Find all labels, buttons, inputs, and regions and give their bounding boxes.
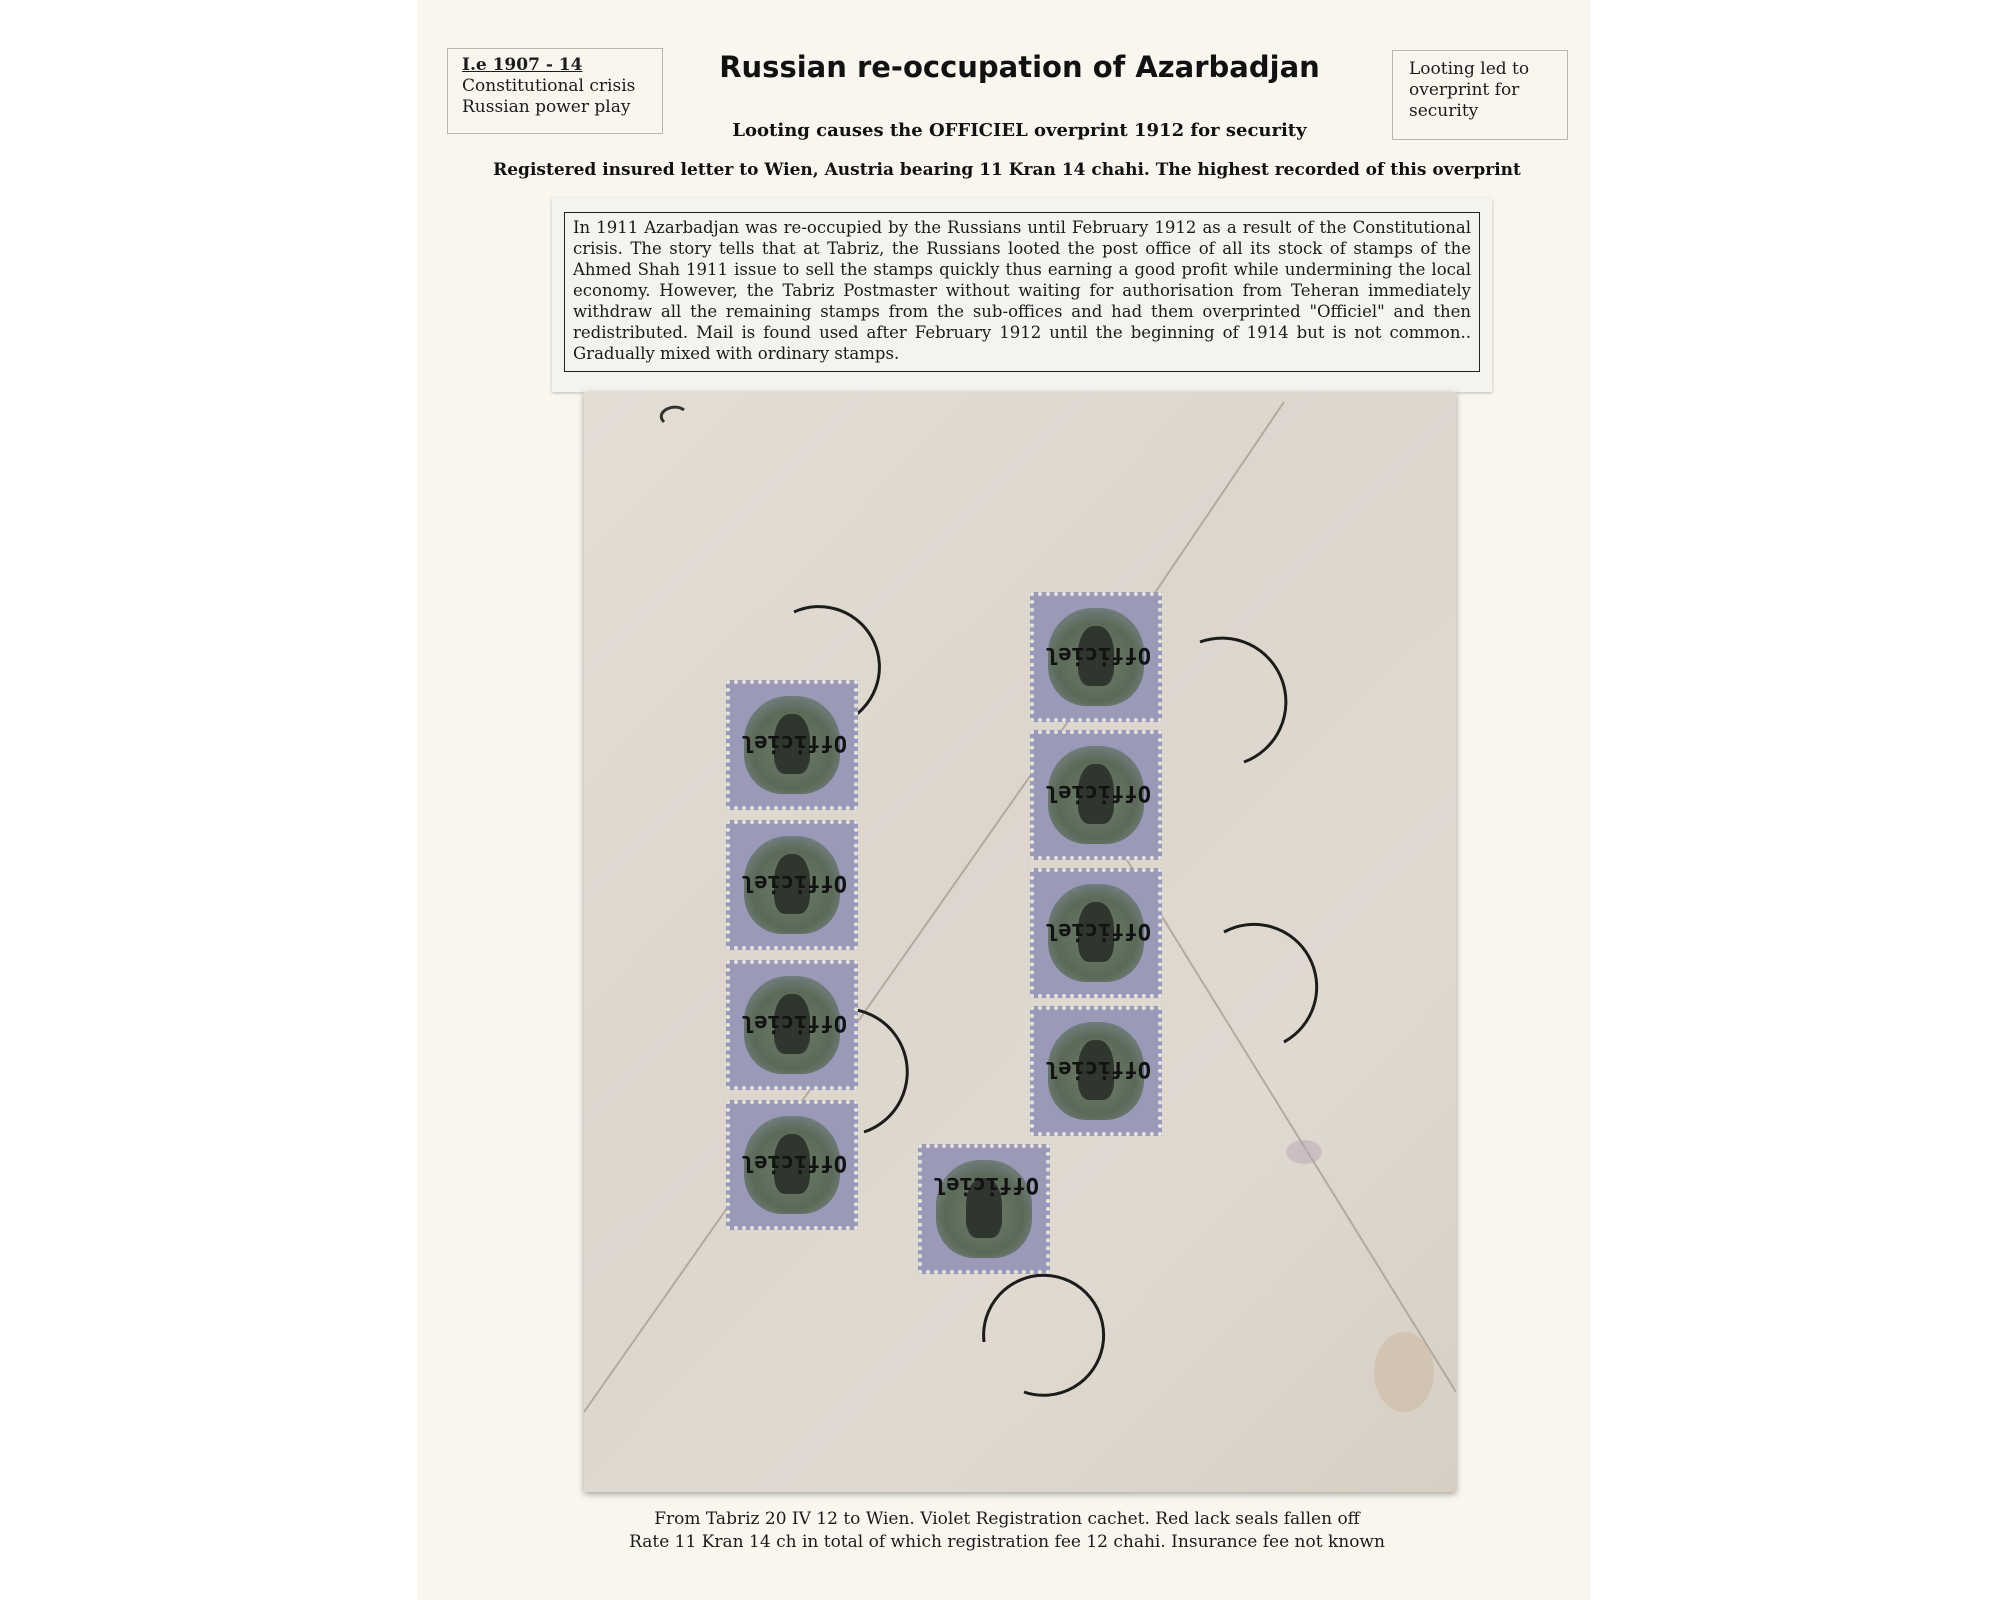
stamp-officiel — [1030, 730, 1162, 860]
item-headline: Registered insured letter to Wien, Austria bearing 11 Kran 14 chahi. The highest recorded of this overprint — [493, 160, 1521, 180]
stamp-officiel — [918, 1144, 1050, 1274]
stamp-overprint: Officiel — [933, 1172, 1039, 1197]
stamp-officiel — [1030, 868, 1162, 998]
postmark-2 — [1200, 638, 1286, 762]
page-subtitle: Looting causes the OFFICIEL overprint 1912 for security — [732, 120, 1307, 141]
page-title: Russian re-occupation of Azarbadjan — [719, 50, 1320, 84]
theme-note-line3: security — [1409, 101, 1479, 121]
stamp-overprint: Officiel — [1045, 642, 1151, 667]
stamp-overprint: Officiel — [1045, 918, 1151, 943]
caption-line2: Rate 11 Kran 14 ch in total of which registration fee 12 chahi. Insurance fee not known — [629, 1532, 1385, 1552]
section-reference-box — [447, 48, 663, 134]
stamp-overprint: Officiel — [1045, 1056, 1151, 1081]
postmark-fragment — [661, 407, 684, 422]
envelope-markings — [584, 392, 1456, 1492]
stain — [1374, 1332, 1434, 1412]
envelope-cover — [584, 392, 1456, 1492]
stamp-officiel — [1030, 1006, 1162, 1136]
violet-cachet-trace — [1286, 1140, 1322, 1164]
stamp-overprint: Officiel — [741, 870, 847, 895]
description-text: In 1911 Azarbadjan was re-occupied by the Russians until February 1912 as a result of the Constitutional crisis. The story tells that at Tabriz, the Russians looted the post office of all its stock of stamps of the Ahmed Shah 1911 issue to sell the stamps quickly thus earning a good profit while undermining the local economy. However, the Tabriz Postmaster without waiting for authorisation from Teheran immediately withdraw all the remaining stamps from the sub-offices and had them overprinted "Officiel" and then redistributed. Mail is found used after February 1912 until the beginning of 1914 but is not common.. Gradually mixed with ordinary stamps. — [564, 212, 1480, 372]
cover-caption — [457, 1508, 1557, 1554]
postmark-3 — [1224, 924, 1317, 1042]
theme-note-line1: Looting led to — [1409, 59, 1530, 79]
stamp-officiel — [1030, 592, 1162, 722]
section-code: I.e 1907 - 14 — [462, 55, 583, 75]
stamp-overprint: Officiel — [1045, 780, 1151, 805]
stamp-officiel — [726, 820, 858, 950]
section-topic-line2: Russian power play — [462, 97, 631, 117]
stamp-overprint: Officiel — [741, 1150, 847, 1175]
postmark-tabriz — [984, 1275, 1104, 1395]
stamp-overprint: Officiel — [741, 1010, 847, 1035]
album-page — [417, 0, 1590, 1600]
caption-line1: From Tabriz 20 IV 12 to Wien. Violet Registration cachet. Red lack seals fallen off — [654, 1509, 1360, 1529]
theme-note-line2: overprint for — [1409, 80, 1520, 100]
stamp-overprint: Officiel — [741, 730, 847, 755]
stamp-officiel — [726, 680, 858, 810]
stamp-officiel — [726, 960, 858, 1090]
theme-note-box — [1392, 50, 1568, 140]
section-topic-line1: Constitutional crisis — [462, 76, 636, 96]
envelope-flap-fold — [584, 742, 1456, 1412]
description-card — [552, 198, 1492, 392]
stamp-officiel — [726, 1100, 858, 1230]
